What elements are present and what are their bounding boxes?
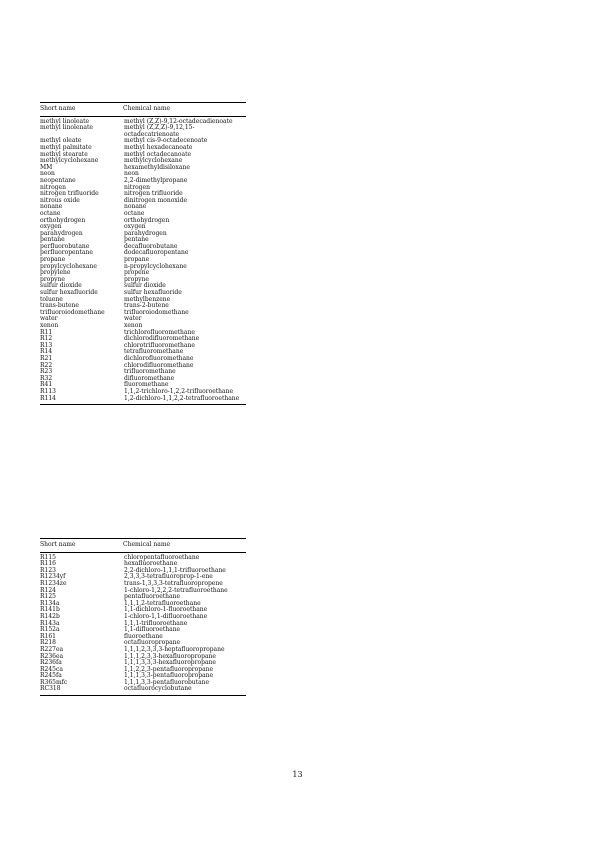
fluid-names-table-2 [40,538,246,696]
chemical-name-cell: methylbenzene [124,295,171,303]
chemical-name-cell: water [124,315,142,323]
short-name-cell: R161 [40,632,56,640]
chemical-name-cell: 1-chloro-1,1-difluoroethane [124,612,208,620]
short-name-cell: propane [40,256,66,264]
chemical-name-cell: pentafluoroethane [124,593,181,601]
short-name-cell: R12 [40,335,53,343]
short-name-cell: pentane [40,236,65,244]
short-name-cell: R124 [40,586,56,594]
short-name-cell: methyl linoleate [40,117,90,125]
short-name-cell: R236fa [40,659,62,667]
short-name-cell: R22 [40,361,53,369]
short-name-cell: R41 [40,381,53,389]
chemical-name-cell: trichlorofluoromethane [124,328,195,336]
chemical-name-cell: n-propylcyclohexane [124,262,187,270]
short-name-cell: propyne [40,275,65,283]
short-name-cell: methyl stearate [40,150,88,158]
column-header-chemical-name: Chemical name [123,105,171,112]
short-name-cell: R142b [40,612,60,620]
short-name-cell: R365mfc [40,678,68,686]
chemical-name-cell: 1,1-dichloro-1-fluoroethane [124,606,208,614]
short-name-cell: R236ea [40,652,64,660]
chemical-name-cell: octafluorocyclobutane [124,685,192,693]
short-name-cell: nitrogen trifluoride [40,190,99,198]
short-name-cell: methyl oleate [40,137,82,145]
chemical-name-cell: fluoromethane [124,381,169,389]
short-name-cell: R23 [40,368,53,376]
chemical-name-cell: methyl cis-9-octadecenoate [124,137,208,145]
short-name-cell: R245fa [40,672,62,680]
short-name-cell: methylcyclohexane [40,157,99,165]
chemical-name-cell: decafluorobutane [124,242,178,250]
table-row [40,686,246,695]
chemical-name-cell: nonane [124,203,147,211]
chemical-name-cell: 1,1,1-trifluoroethane [124,619,188,627]
chemical-name-cell: dichlorofluoromethane [124,354,194,362]
chemical-name-cell: dichlorodifluoromethane [124,335,200,343]
chemical-name-cell: neon [124,170,139,178]
chemical-name-cell: propyne [124,275,149,283]
chemical-name-cell: chloropentafluoroethane [124,553,200,561]
chemical-name-cell: pentane [124,236,149,244]
chemical-name-cell: 1,1,1,2,3,3-hexafluoropropane [124,652,216,660]
chemical-name-cell: trifluoroiodomethane [124,308,189,316]
short-name-cell: R227ea [40,645,64,653]
table-row [40,165,246,172]
chemical-name-cell: nitrogen [124,183,150,191]
chemical-name-cell: hexamethyldisiloxane [124,163,190,171]
chemical-name-cell: 1,1,1,3,3-pentafluoropropane [124,672,214,680]
chemical-name-cell: trans-2-butene [124,302,169,310]
short-name-cell: neon [40,170,55,178]
short-name-cell: propylene [40,269,71,277]
table-body [40,116,246,405]
chemical-name-cell: trifluoromethane [124,368,176,376]
column-header-chemical-name: Chemical name [123,541,171,548]
chemical-name-cell: methyl hexadecanoate [124,143,193,151]
short-name-cell: R13 [40,341,53,349]
short-name-cell: sulfur dioxide [40,282,82,290]
short-name-cell: orthohydrogen [40,216,86,224]
table-header [40,103,246,117]
chemical-name-cell: parahydrogen [124,229,167,237]
chemical-name-cell: sulfur dioxide [124,282,166,290]
chemical-name-cell: orthohydrogen [124,216,170,224]
short-name-cell: nonane [40,203,63,211]
short-name-cell: xenon [40,322,59,329]
chemical-name-cell: methyl (Z,Z)-9,12-octadecadienoate [124,117,233,125]
short-name-cell: R114 [40,394,56,402]
chemical-name-cell: 2,2-dimethylpropane [124,176,188,184]
column-header-short-name: Short name [40,541,76,548]
short-name-cell: R245ca [40,665,63,673]
short-name-cell: R143a [40,619,60,627]
chemical-name-cell: 1,1,1,3,3,3-hexafluoropropane [124,659,216,667]
short-name-cell: nitrous oxide [40,196,80,204]
short-name-cell: parahydrogen [40,229,83,237]
chemical-name-cell: xenon [124,322,143,329]
short-name-cell: trifluoroiodomethane [40,308,105,316]
short-name-cell: perfluorobutane [40,242,90,250]
chemical-name-cell: 1,1,2-trichloro-1,2,2-trifluoroethane [124,387,234,395]
short-name-cell: R115 [40,553,56,561]
short-name-cell: R141b [40,606,60,614]
chemical-name-cell: 1-chloro-1,2,2,2-tetrafluoroethane [124,586,228,594]
short-name-cell: R11 [40,328,53,336]
short-name-cell: propylcyclohexane [40,262,97,270]
short-name-cell: R1234yf [40,573,66,581]
chemical-name-cell: 1,1,1,2-tetrafluoroethane [124,599,201,607]
chemical-name-cell: 1,1,1,3,3-pentafluorobutane [124,678,210,686]
chemical-name-cell: 1,1,1,2,3,3,3-heptafluoropropane [124,645,225,653]
short-name-cell: R218 [40,639,56,647]
short-name-cell: methyl palmitate [40,143,92,151]
short-name-cell: R14 [40,348,53,356]
short-name-cell: methyl linolenate [40,124,93,132]
short-name-cell: water [40,315,58,323]
short-name-cell: RC318 [40,685,61,693]
chemical-name-cell: trans-1,3,3,3-tetrafluoropropene [124,579,223,587]
column-header-short-name: Short name [40,105,76,112]
chemical-name-cell: 1,1-difluoroethane [124,626,181,634]
chemical-name-cell: hexafluoroethane [124,560,178,568]
short-name-cell: MM [40,163,53,171]
page-number: 13 [292,770,303,779]
chemical-name-cell: methylcyclohexane [124,157,183,165]
fluid-names-table-1 [40,102,246,405]
chemical-name-cell: tetrafluoromethane [124,348,184,356]
chemical-name-cell: methyl (Z,Z,Z)-9,12,15-octadecatrienoate [124,124,195,138]
chemical-name-cell: sulfur hexafluoride [124,289,182,297]
chemical-name-cell: chlorotrifluoromethane [124,341,195,349]
short-name-cell: R116 [40,560,56,568]
chemical-name-cell: 1,1,2,2,3-pentafluoropropane [124,665,214,673]
short-name-cell: R152a [40,626,60,634]
table-header [40,539,246,553]
short-name-cell: toluene [40,295,63,303]
chemical-name-cell: nitrogen trifluoride [124,190,183,198]
chemical-name-cell: fluoroethane [124,632,163,640]
short-name-cell: oxygen [40,223,62,231]
short-name-cell: perfluoropentane [40,249,93,257]
chemical-name-cell: 2,2-dichloro-1,1,1-trifluoroethane [124,566,226,574]
short-name-cell: neopentane [40,176,76,184]
short-name-cell: trans-butene [40,302,79,310]
short-name-cell: R125 [40,593,56,601]
table-row [40,396,246,405]
chemical-name-cell: octane [124,209,145,217]
short-name-cell: octane [40,209,61,217]
chemical-name-cell: difluoromethane [124,374,175,382]
chemical-name-cell: oxygen [124,223,146,231]
table-row [40,316,246,323]
short-name-cell: nitrogen [40,183,66,191]
chemical-name-cell: 2,3,3,3-tetrafluoroprop-1-ene [124,573,213,581]
short-name-cell: sulfur hexafluoride [40,289,98,297]
short-name-cell: R1234ze [40,579,67,587]
table-body [40,552,246,695]
chemical-name-cell: chlorodifluoromethane [124,361,194,369]
chemical-name-cell: 1,2-dichloro-1,1,2,2-tetrafluoroethane [124,394,240,402]
chemical-name-cell: methyl octadecanoate [124,150,192,158]
short-name-cell: R123 [40,566,56,574]
short-name-cell: R134a [40,599,60,607]
chemical-name-cell: octafluoropropane [124,639,181,647]
chemical-name-cell: propene [124,269,150,277]
short-name-cell: R113 [40,387,56,395]
table-row [40,310,246,317]
chemical-name-cell: dodecafluoropentane [124,249,189,257]
chemical-name-cell: dinitrogen monoxide [124,196,188,204]
chemical-name-cell: propane [124,256,150,264]
short-name-cell: R21 [40,354,53,362]
short-name-cell: R32 [40,374,53,382]
